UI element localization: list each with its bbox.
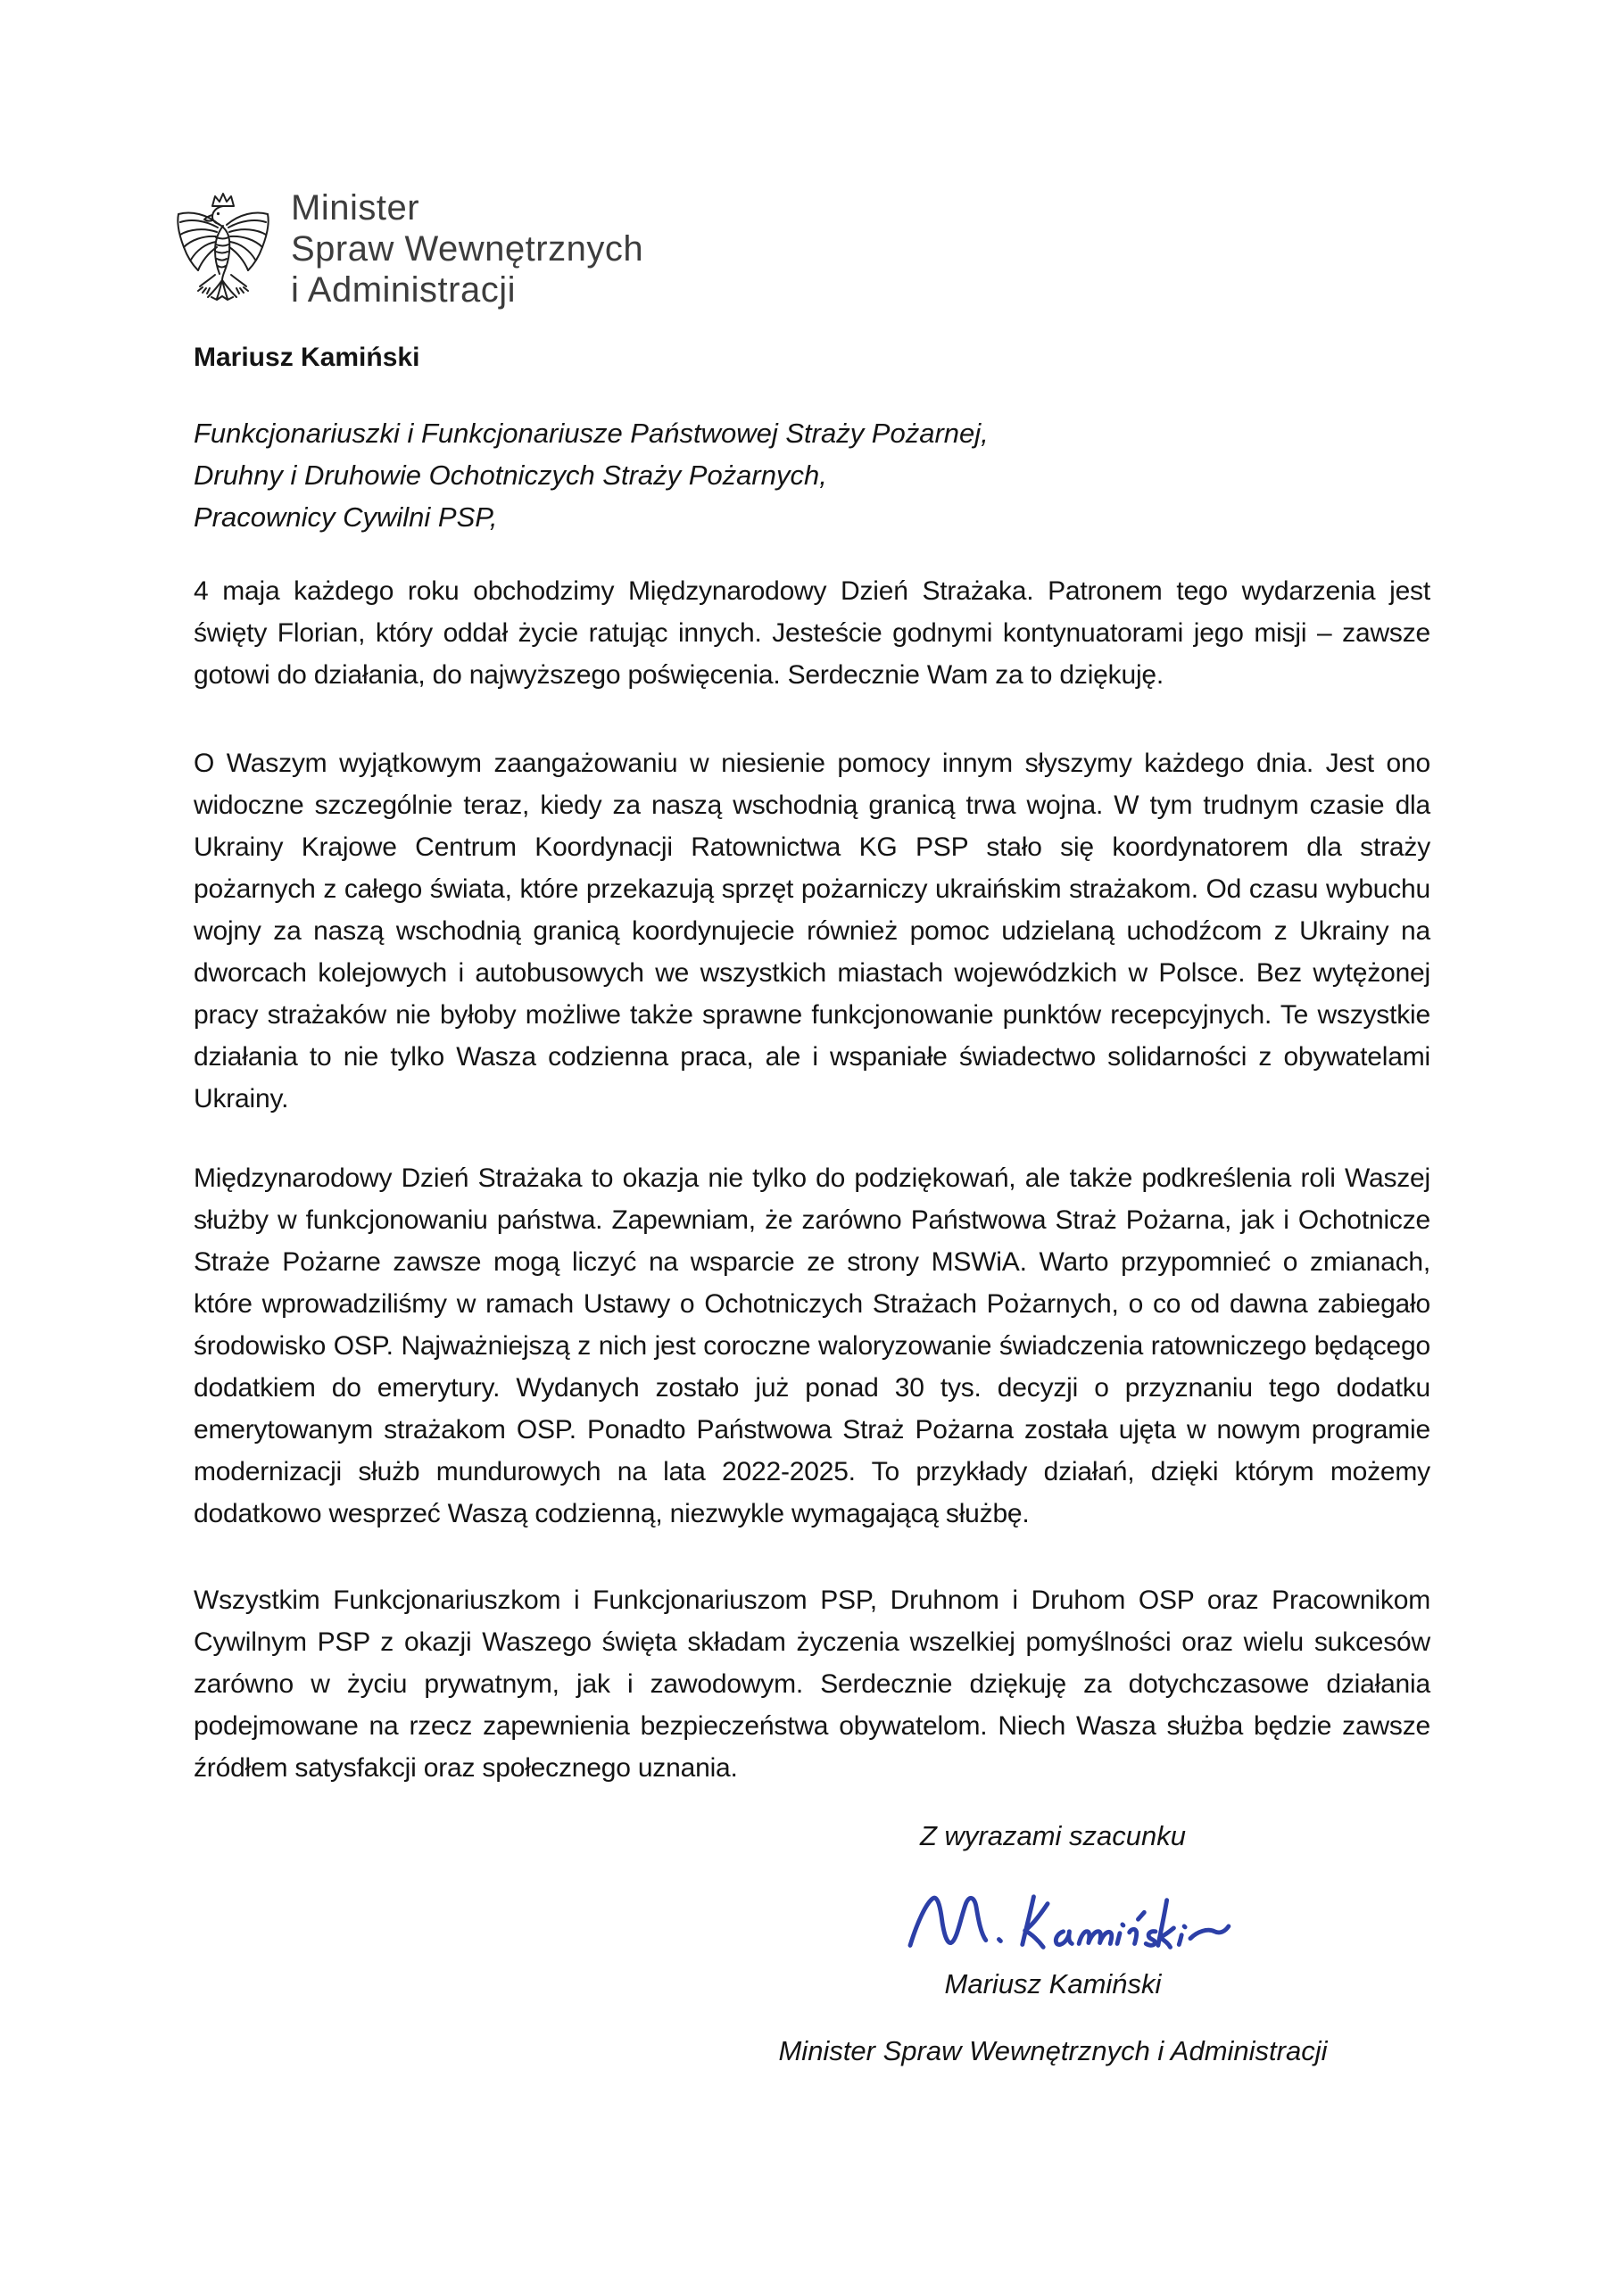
- salutation-line-3: Pracownicy Cywilni PSP,: [194, 501, 498, 533]
- ministry-wordmark: [291, 187, 643, 310]
- wordmark-line-2: Spraw Wewnętrznych: [291, 229, 644, 269]
- coat-of-arms-eagle-icon: [173, 191, 273, 303]
- wordmark-line-1: Minister: [291, 188, 420, 228]
- salutation-line-1: Funkcjonariuszki i Funkcjonariusze Państwowej Straży Pożarnej,: [194, 418, 989, 449]
- body-paragraph-3: Międzynarodowy Dzień Strażaka to okazja nie tylko do podziękowań, ale także podkreślenia roli Waszej służby w funkcjonowaniu państwa. Zapewniam, że zarówno Państwowa Straż Pożarna, jak i Ochotnicze Straże Pożarne zawsze mogą liczyć na wsparcie ze strony MSWiA. Warto przypomnieć o zmianach, które wprowadziliśmy w ramach Ustawy o Ochotniczych Strażach Pożarnych, o co od dawna zabiegało środowisko OSP. Najważniejszą z nich jest coroczne waloryzowanie świadczenia ratowniczego będącego dodatkiem do emerytury. Wydanych zostało już ponad 30 tys. decyzji o przyznaniu tego dodatku emerytowanym strażakom OSP. Ponadto Państwowa Straż Pożarna została ujęta w nowym programie modernizacji służb mundurowych na lata 2022-2025. To przykłady działań, dzięki którym możemy dodatkowo wesprzeć Waszą codzienną, niezwykle wymagającą służbę.: [194, 1163, 1430, 1528]
- handwritten-signature-icon: [899, 1890, 1234, 1959]
- body-paragraph-2: O Waszym wyjątkowym zaangażowaniu w niesienie pomocy innym słyszymy każdego dnia. Jest ono widoczne szczególnie teraz, kiedy za naszą wschodnią granicą trwa wojna. W tym trudnym czasie dla Ukrainy Krajowe Centrum Koordynacji Ratownictwa KG PSP stało się koordynatorem dla straży pożarnych z całego świata, które przekazują sprzęt pożarniczy ukraińskim strażakom. Od czasu wybuchu wojny za naszą wschodnią granicą koordynujecie również pomoc udzielaną uchodźcom z Ukrainy na dworcach kolejowych i autobusowych we wszystkich miastach wojewódzkich w Polsce. Bez wytężonej pracy strażaków nie byłoby możliwe także sprawne funkcjonowanie punktów recepcyjnych. Te wszystkie działania to nie tylko Wasza codzienna praca, ale i wspaniałe świadectwo solidarności z obywatelami Ukrainy.: [194, 749, 1430, 1114]
- signatory-name: Mariusz Kamiński: [944, 1968, 1162, 1999]
- sender-name: Mariusz Kamiński: [194, 343, 420, 372]
- body-paragraph-4: Wszystkim Funkcjonariuszkom i Funkcjonariuszom PSP, Druhnom i Druhom OSP oraz Pracownikom Cywilnym PSP z okazji Waszego święta składam życzenia wszelkiej pomyślności oraz wielu sukcesów zarówno w życiu prywatnym, jak i zawodowym. Serdecznie dziękuję za dotychczasowe działania podejmowane na rzecz zapewnienia bezpieczeństwa obywatelom. Niech Wasza służba będzie zawsze źródłem satysfakcji oraz społecznego uznania.: [194, 1585, 1430, 1783]
- wordmark-line-3: i Administracji: [291, 270, 517, 310]
- body-paragraph-1: 4 maja każdego roku obchodzimy Międzynarodowy Dzień Strażaka. Patronem tego wydarzenia jest święty Florian, który oddał życie ratując innych. Jesteście godnymi kontynuatorami jego misji – zawsze gotowi do działania, do najwyższego poświęcenia. Serdecznie Wam za to dziękuję.: [194, 576, 1430, 690]
- signatory-title: Minister Spraw Wewnętrznych i Administracji: [778, 2035, 1328, 2066]
- salutation: [194, 412, 1430, 538]
- signature-stroke: [910, 1897, 1229, 1948]
- salutation-line-2: Druhny i Druhowie Ochotniczych Straży Pożarnych,: [194, 459, 827, 491]
- valediction: Z wyrazami szacunku: [919, 1820, 1187, 1851]
